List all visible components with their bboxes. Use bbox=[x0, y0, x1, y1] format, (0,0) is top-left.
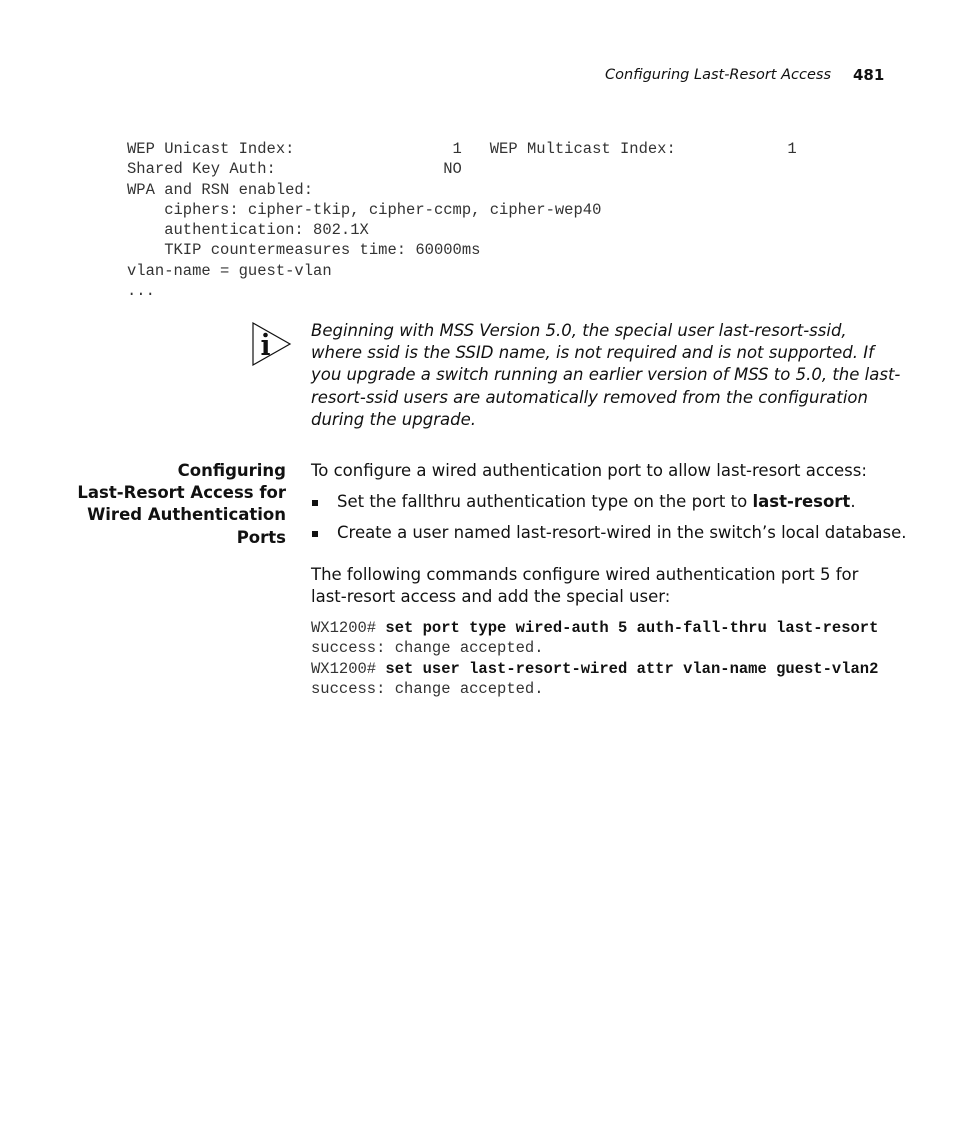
bullet-text: Create a user named last-resort-wired in the switch’s local database. bbox=[337, 523, 907, 543]
code-line: TKIP countermeasures time: 60000ms bbox=[127, 241, 481, 260]
cli-prompt: WX1200# bbox=[311, 659, 386, 678]
commands-paragraph: The following commands configure wired authentication port 5 for last-resort access and add the special user: bbox=[311, 565, 859, 607]
square-bullet-icon bbox=[312, 531, 318, 537]
code-line: WPA and RSN enabled: bbox=[127, 180, 314, 199]
bullet-text-end: . bbox=[850, 492, 856, 511]
section-heading-line: Ports bbox=[236, 527, 286, 547]
bullet-keyword: last-resort bbox=[752, 492, 851, 511]
section-heading-line: Wired Authentication bbox=[87, 505, 286, 525]
bullet-text: Set the fallthru authentication type on the port to bbox=[337, 492, 753, 511]
section-heading bbox=[60, 460, 286, 549]
step-list bbox=[311, 491, 921, 553]
code-line: Shared Key Auth: NO bbox=[127, 160, 462, 179]
section-heading-line: Configuring bbox=[177, 461, 286, 480]
code-line: success: change accepted. bbox=[311, 679, 544, 698]
list-item bbox=[311, 491, 921, 513]
section-heading-line: Last-Resort Access for bbox=[77, 483, 286, 503]
list-item bbox=[311, 522, 921, 544]
code-line: vlan-name = guest-vlan bbox=[127, 261, 332, 280]
code-line: success: change accepted. bbox=[311, 639, 544, 658]
code-line: WEP Unicast Index: 1 WEP Multicast Index: 1 bbox=[127, 140, 797, 158]
cli-prompt: WX1200# bbox=[311, 619, 386, 637]
info-icon bbox=[252, 322, 292, 366]
code-block-wep-config bbox=[127, 139, 797, 301]
code-line: ... bbox=[127, 282, 155, 301]
page-number: 481 bbox=[853, 66, 885, 84]
code-line: ciphers: cipher-tkip, cipher-ccmp, cipher-wep40 bbox=[127, 200, 602, 219]
code-block-commands bbox=[311, 618, 878, 699]
code-line bbox=[311, 659, 878, 679]
square-bullet-icon bbox=[312, 500, 318, 506]
cli-command: set port type wired-auth 5 auth-fall-thru last-resort bbox=[385, 619, 879, 637]
cli-command: set user last-resort-wired attr vlan-name guest-vlan2 bbox=[385, 659, 879, 678]
note-text: Beginning with MSS Version 5.0, the special user last-resort-ssid, where ssid is the SSID name, is not required and is not supported. If you upgrade a switch running an earlier version of MSS to 5.0, the last-resort-ssid users are automatically removed from the configuration during the upgrade. bbox=[311, 321, 901, 429]
intro-paragraph: To configure a wired authentication port to allow last-resort access: bbox=[311, 461, 867, 480]
code-line: authentication: 802.1X bbox=[127, 221, 369, 240]
code-line bbox=[311, 618, 878, 638]
running-header-title: Configuring Last-Resort Access bbox=[605, 67, 831, 83]
